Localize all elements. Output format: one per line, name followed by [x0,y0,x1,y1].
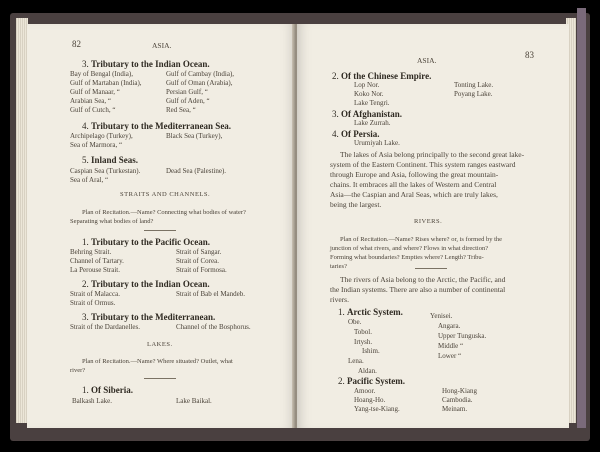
list-item: Poyang Lake. [454,90,493,98]
list-item: Lake Baikal. [176,397,212,405]
list-item: Irtysh. [354,338,373,346]
divider [144,230,176,231]
list-item: Red Sea, “ [166,106,196,114]
list-item: Lake Zurrah. [354,119,391,127]
section-heading: 3. Tributary to the Mediterranean. [82,312,216,322]
section-heading: 1. Of Siberia. [82,385,133,395]
list-item: Sea of Aral, “ [70,176,109,184]
list-item: Lop Nor. [354,81,380,89]
back-cover [577,8,586,428]
list-item: Yang-tse-Kiang. [354,405,400,413]
recitation-plan: Separating what bodies of land? [70,218,154,225]
list-item: Hoang-Ho. [354,396,386,404]
paragraph-line: Asia—the Caspian and Aral Seas, which are truly lakes, [330,190,498,199]
paragraph-line: system of the Eastern Continent. This system ranges eastward [330,160,516,169]
list-item: Gulf of Cutch, “ [70,106,116,114]
page-number: 83 [525,50,534,60]
divider [144,378,176,379]
list-item: Gulf of Aden, “ [166,97,210,105]
list-item: Obe. [348,318,362,326]
list-item: Tonting Lake. [454,81,494,89]
list-item: Cambodia. [442,396,473,404]
recitation-plan: junction of what rivers, and where? Flows in what direction? [330,245,489,252]
recitation-plan: river? [70,367,86,374]
section-heading: 3. Tributary to the Indian Ocean. [82,59,210,69]
list-item: Arabian Sea, “ [70,97,112,105]
subject-heading: LAKES. [147,341,173,348]
subject-heading: RIVERS. [414,218,443,225]
list-item: Gulf of Manaar, “ [70,88,120,96]
list-item: Upper Tunguska. [438,332,487,340]
recitation-plan: Plan of Recitation.—Name? Connecting what bodies of water? [82,209,246,216]
left-page [27,24,295,428]
section-heading: 2. Of the Chinese Empire. [332,71,432,81]
list-item: Behring Strait. [70,248,112,256]
list-item: Meinam. [442,405,468,413]
list-item: Ishim. [362,347,380,355]
running-head: ASIA. [417,56,437,65]
list-item: Archipelago (Turkey), [70,132,133,140]
divider [415,268,447,269]
list-item: Strait of the Dardanelles. [70,323,140,331]
section-heading: 5. Inland Seas. [82,155,139,165]
list-item: Yenisei. [430,312,453,320]
list-item: Lower “ [438,352,462,360]
list-item: Strait of Sangar. [176,248,222,256]
section-heading: 4. Of Persia. [332,129,380,139]
section-heading: 4. Tributary to the Mediterranean Sea. [82,121,232,131]
list-item: Strait of Corea. [176,257,219,265]
recitation-plan: Forming what boundaries? Empties where? Length? Tribu- [330,254,484,261]
list-item: Gulf of Cambay (India), [166,70,235,78]
list-item: Koko Nor. [354,90,384,98]
list-item: Hong-Kiang [442,387,477,395]
paragraph-line: through Europe and Asia, following the great mountain- [330,170,499,179]
list-item: Tobol. [354,328,372,336]
paragraph-line: chains. It embraces all the lakes of Western and Central [330,180,497,189]
list-item: Strait of Malacca. [70,290,120,298]
running-head: ASIA. [152,41,172,50]
list-item: Gulf of Martaban (India), [70,79,142,87]
list-item: La Perouse Strait. [70,266,120,274]
list-item: Balkash Lake. [72,397,113,405]
section-heading: 2. Tributary to the Indian Ocean. [82,279,210,289]
list-item: Angara. [438,322,461,330]
list-item: Middle “ [438,342,464,350]
list-item: Urumiyah Lake. [354,139,400,147]
list-item: Dead Sea (Palestine). [166,167,227,175]
section-heading: 3. Of Afghanistan. [332,109,403,119]
list-item: Sea of Marmora, “ [70,141,123,149]
list-item: Strait of Bab el Mandeb. [176,290,246,298]
list-item: Lake Tengri. [354,99,390,107]
list-item: Lena. [348,357,364,365]
subject-heading: STRAITS AND CHANNELS. [120,191,211,198]
recitation-plan: Plan of Recitation.—Name? Rises where? or, is formed by the [340,236,503,243]
paragraph-line: The lakes of Asia belong principally to the second great lake- [340,150,525,159]
right-page [297,24,569,428]
list-item: Strait of Formosa. [176,266,227,274]
list-item: Strait of Ormus. [70,299,116,307]
paragraph-line: the Indian systems. There are also a number of continental [330,285,506,294]
list-item: Channel of the Bosphorus. [176,323,251,331]
section-heading: 1. Arctic System. [338,307,403,317]
list-item: Bay of Bengal (India), [70,70,133,78]
list-item: Channel of Tartary. [70,257,124,265]
recitation-plan: Plan of Recitation.—Name? Where situated? Outlet, what [82,358,233,365]
paragraph-line: being the largest. [330,200,382,209]
paragraph-line: The rivers of Asia belong to the Arctic, the Pacific, and [340,275,506,284]
paragraph-line: rivers. [330,295,349,304]
list-item: Persian Gulf, “ [166,88,208,96]
page-number: 82 [72,39,81,49]
list-item: Gulf of Oman (Arabia), [166,79,233,87]
list-item: Amoor. [354,387,376,395]
list-item: Caspian Sea (Turkestan). [70,167,141,175]
list-item: Aldan. [358,367,377,375]
section-heading: 1. Tributary to the Pacific Ocean. [82,237,211,247]
recitation-plan: taries? [330,263,347,270]
list-item: Black Sea (Turkey), [166,132,223,140]
section-heading: 2. Pacific System. [338,376,405,386]
